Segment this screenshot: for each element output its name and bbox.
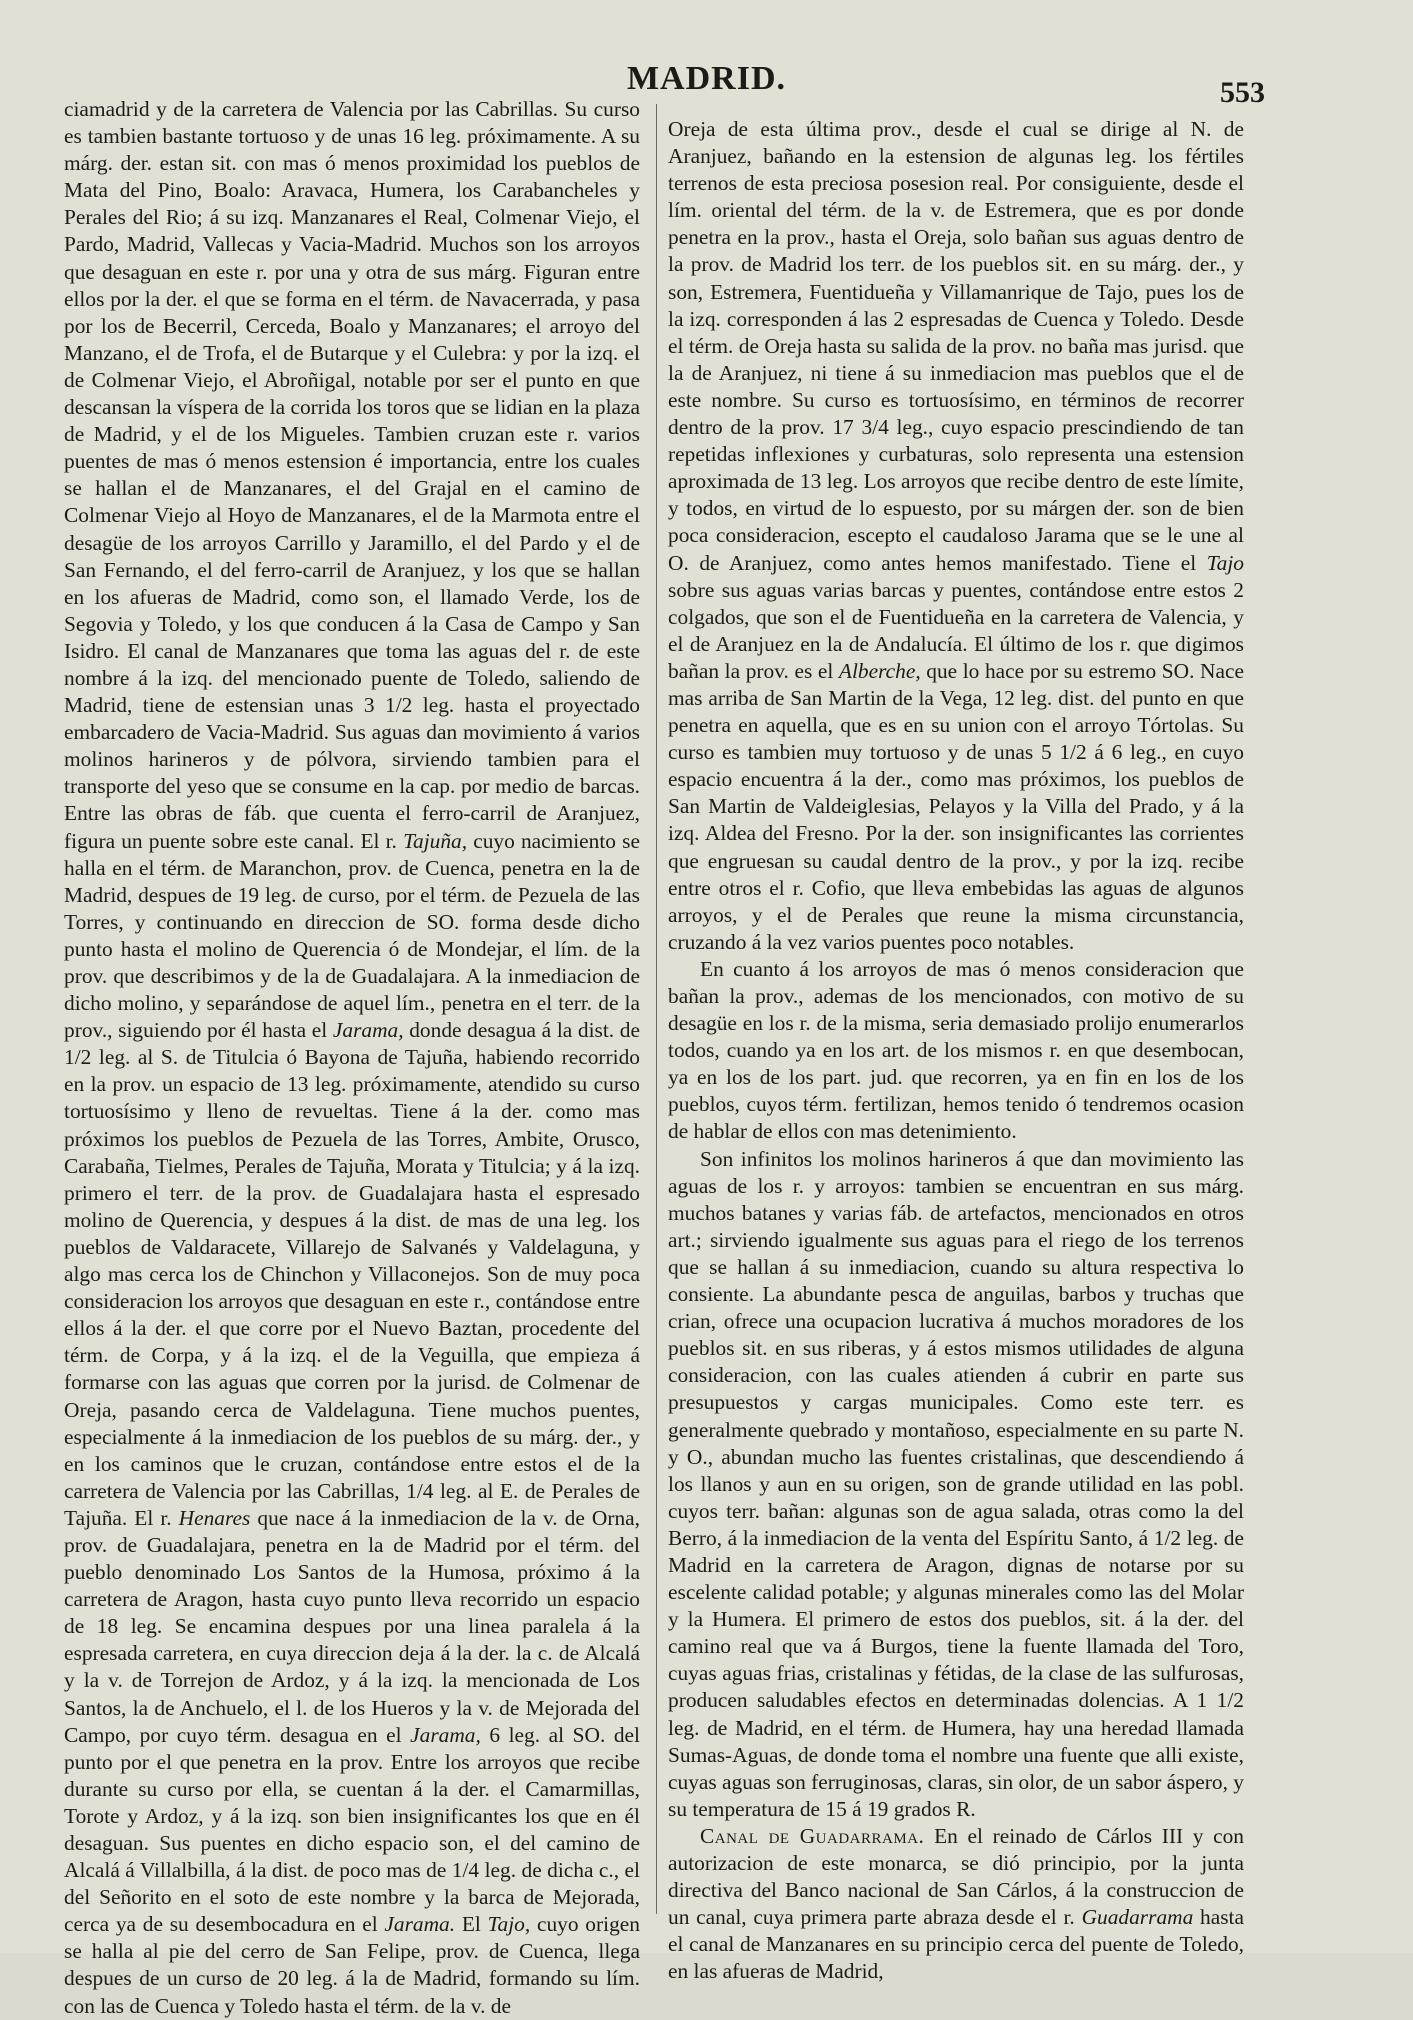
text-run: El [461, 1912, 481, 1937]
paragraph [64, 96, 640, 2020]
section-heading: Canal de Guadarrama. [700, 1823, 925, 1848]
river-name-henares: Henares [178, 1505, 251, 1530]
running-title: MADRID. [626, 60, 787, 97]
river-name-jarama: Jarama. [384, 1912, 456, 1937]
paragraph: Son infinitos los molinos harineros á que dan movimiento las aguas de los r. y arroyos: tambien se encuentran en sus márg. muchos batanes y varias fáb. de artefactos, mencionados en otros art.; sirviendo igualmente sus aguas para el riego de los terrenos que se hallan á su inmediacion, cuando su altura respectiva lo consiente. La abundante pesca de anguilas, barbos y truchas que crian, ofrece una ocupacion lucrativa á muchos moradores de los pueblos sit. en sus riberas, y á estos mismos utilidades de alguna consideracion, con las cuales atienden á cubrir en parte sus presupuestos y cargas municipales. Como este terr. es generalmente quebrado y montañoso, especialmente en su parte N. y O., abundan mucho las fuentes cristalinas, que descendiendo á los llanos y aun en su origen, son de grande utilidad en las pobl. cuyos terr. bañan: algunas son de agua salada, otras como la del Berro, á la inmediacion de la venta del Espíritu Santo, á 1/2 leg. de Madrid en la carretera de Aragon, dignas de notarse por su escelente calidad potable; y algunas minerales como las del Molar y la Humera. El primero de estos dos pueblos, sit. á la der. del camino real que va á Burgos, tiene la fuente llamada del Toro, cuyas aguas frias, cristalinas y fétidas, de la clase de las sulfurosas, producen saludables efectos en determinadas dolencias. A 1 1/2 leg. de Madrid, en el térm. de Humera, hay una heredad llamada Sumas-Aguas, de donde toma el nombre una fuente que alli existe, cuyas aguas son ferruginosas, claras, sin olor, de un sabor áspero, y su temperatura de 15 á 19 grados R. [668, 1146, 1244, 1821]
text-run: cuyo origen se halla al pie del cerro de San Felipe, prov. de Cuenca, llega despues de un curso de 20 leg. á la de Madrid, formando su lím. con las de Cuenca y Toledo hasta el térm. de la v. de [64, 1912, 640, 2018]
column-divider [656, 104, 657, 1914]
text-run: donde desagua á la dist. de 1/2 leg. al S. de Titulcia ó Bayona de Tajuña, habiendo recorrido en la prov. un espacio de 13 leg. próximamente, atendido su curso tortuosísimo y lleno de revueltas. Tiene á la der. como mas próximos los pueblos de Pezuela de las Torres, Ambite, Orusco, Carabaña, Tielmes, Perales de Tajuña, Morata y Titulcia; y á la izq. primero el terr. de la prov. de Guadalajara hasta el espresado molino de Querencia, y despues á la dist. de mas de una leg. los pueblos de Valdaracete, Villarejo de Salvanés y Valdelaguna, y algo mas cerca los de Chinchon y Villaconejos. Son de muy poca consideracion los arroyos que desaguan en este r., contándose entre ellos á la der. el que corre por el Nuevo Baztan, procedente del térm. de Corpa, y á la izq. el de la Veguilla, que empieza á formarse con las aguas que corren por la jurisd. de Colmenar de Oreja, pasando cerca de Valdelaguna. Tiene muchos puentes, especialmente á la inmediacion de los pueblos de su márg. der., y en los caminos que le cruzan, contándose entre estos el de la carretera de Valencia por las Cabrillas, 1/4 leg. al E. de Perales de Tajuña. El r. [64, 1018, 640, 1530]
river-name-alberche: Alberche, [838, 658, 921, 683]
left-column [64, 96, 640, 2018]
text-run: 6 leg. al SO. del punto por el que penetra en la prov. Entre los arroyos que recibe durante su curso por ella, se cuentan á la der. el Camarmillas, Torote y Ardoz, y á la izq. son bien insignificantes los que en él desaguan. Sus puentes en dicho espacio son, el del camino de Alcalá á Villalbilla, á la dist. de poco mas de 1/4 leg. de dicha c., el del Señorito en el soto de este nombre y la barca de Mejorada, cerca ya de su desembocadura en el [64, 1722, 640, 1937]
paragraph: En cuanto á los arroyos de mas ó menos consideracion que bañan la prov., ademas de los mencionados, con motivo de su desagüe en los r. de la misma, seria demasiado prolijo enumerarlos todos, cuando ya en los art. de los mismos r. en que desembocan, ya en los de los part. jud. que recorren, ya en fin en los de los pueblos, cuyos térm. fertilizan, hemos tenido ó tendremos ocasion de hablar de ellos con mas detenimiento. [668, 956, 1244, 1144]
river-name-tajo: Tajo, [487, 1912, 531, 1937]
text-run: sobre sus aguas varias barcas y puentes, contándose entre estos 2 colgados, que son el de Fuentidueña en la carretera de Valencia, y el de Aranjuez en la de Andalucía. El último de los r. que digimos bañan la prov. es el [668, 577, 1244, 683]
river-name-tajo: Tajo [1206, 550, 1244, 575]
text-run: En el reinado de Cárlos III y con autorizacion de este monarca, se dió principio, por la junta directiva del Banco nacional de San Cárlos, á la construccion de un canal, cuya primera parte abraza desde el r. [668, 1823, 1244, 1930]
text-run: hasta el canal de Manzanares en su principio cerca del puente de Toledo, en las afueras de Madrid, [668, 1905, 1244, 1984]
paragraph [668, 116, 1244, 956]
text-run: cuyo nacimiento se halla en el térm. de Maranchon, prov. de Cuenca, penetra en la de Madrid, despues de 19 leg. de curso, por el térm. de Pezuela de las Torres, y continuando en direccion de SO. forma desde dicho punto hasta el molino de Querencia ó de Mondejar, el lím. de la prov. que describimos y de la de Guadalajara. A la inmediacion de dicho molino, y separándose de aquel lím., penetra en el terr. de la prov., siguiendo por él hasta el [64, 828, 640, 1043]
river-name-guadarrama: Guadarrama [1081, 1905, 1194, 1930]
text-run: Oreja de esta última prov., desde el cual se dirige al N. de Aranjuez, bañando en la estension de algunas leg. los fértiles terrenos de esta preciosa posesion real. Por consiguiente, desde el lím. oriental del térm. de la v. de Estremera, que es por donde penetra en la prov., hasta el Oreja, solo bañan sus aguas dentro de la prov. de Madrid los terr. de los pueblos sit. en su márg. der., y son, Estremera, Fuentidueña y Villamanrique de Tajo, pues los de la izq. corresponden á las 2 espresadas de Cuenca y Toledo. Desde el térm. de Oreja hasta su salida de la prov. no baña mas jurisd. que la de Aranjuez, ni tiene á su inmediacion mas pueblos que el de este nombre. Su curso es tortuosísimo, en términos de recorrer dentro de la prov. 17 3/4 leg., cuyo espacio prescindiendo de tan repetidas inflexiones y curbaturas, solo representa una estension aproximada de 13 leg. Los arroyos que recibe dentro de este límite, y todos, en virtud de lo espuesto, por su márgen der. son de bien poca consideracion, escepto el caudaloso Jarama que se le une al O. de Aranjuez, como antes hemos manifestado. Tiene el [668, 117, 1244, 575]
river-name-jarama: Jarama, [332, 1018, 404, 1043]
text-run: que nace á la inmediacion de la v. de Orna, prov. de Guadalajara, penetra en la de Madrid por el térm. del pueblo denominado Los Santos de la Humosa, próximo á la carretera de Aragon, hasta cuyo punto lleva recorrido un espacio de 18 leg. Se encamina despues por una linea paralela á la espresada carretera, en cuya direccion deja á la der. la c. de Alcalá y la v. de Torrejon de Ardoz, y á la izq. la mencionada de Los Santos, la de Anchuelo, el l. de los Hueros y la v. de Mejorada del Campo, por cuyo térm. desagua en el [64, 1505, 640, 1747]
page-number: 553 [1220, 76, 1265, 109]
text-run: ciamadrid y de la carretera de Valencia por las Cabrillas. Su curso es tambien bastante tortuoso y de unas 16 leg. próximamente. A su márg. der. estan sit. con mas ó menos proximidad los pueblos de Mata del Pino, Boalo: Aravaca, Humera, los Carabancheles y Perales del Rio; á su izq. Manzanares el Real, Colmenar Viejo, el Pardo, Madrid, Vallecas y Vacia-Madrid. Muchos son los arroyos que desaguan en este r. por una y otra de sus márg. Figuran entre ellos por la der. el que se forma en el térm. de Navacerrada, y pasa por los de Becerril, Cerceda, Boalo y Manzanares; el arroyo del Manzano, el de Trofa, el de Butarque y el Culebra: y por la izq. el de Colmenar Viejo, el Abroñigal, notable por ser el punto en que descansan la víspera de la corrida los toros que se lidian en la plaza de Madrid, y el de los Migueles. Tambien cruzan este r. varios puentes de mas ó menos estension é importancia, entre los cuales se hallan el de Manzanares, el del Grajal en el camino de Colmenar Viejo al Hoyo de Manzanares, el de la Marmota entre el desagüe de los arroyos Carrillo y Jaramillo, el del Pardo y el de San Fernando, el del ferro-carril de Aranjuez, y los que se hallan en los afueras de Madrid, como son, el llamado Verde, los de Segovia y Toledo, y los que conducen á la Casa de Campo y San Isidro. El canal de Manzanares que toma las aguas del r. de este nombre á la izq. del mencionado puente de Toledo, saliendo de Madrid, tiene de estensian unas 3 1/2 leg. hasta el proyectado embarcadero de Vacia-Madrid. Sus aguas dan movimiento á varios molinos harineros y de pólvora, sirviendo tambien para el transporte del yeso que se consume en la cap. por medio de barcas. Entre las obras de fáb. que cuenta el ferro-carril de Aranjuez, figura un puente sobre este canal. El r. [64, 97, 640, 853]
river-name-jarama: Jarama, [410, 1722, 481, 1747]
text-run: que lo hace por su estremo SO. Nace mas arriba de San Martin de la Vega, 12 leg. dist. del punto en que penetra en aquella, que es en su union con el arroyo Tórtolas. Su curso es tambien muy tortuoso y de unas 5 1/2 á 6 leg., en cuyo espacio encuentra á la der., como mas próximos, los pueblos de San Martin de Valdeiglesias, Pelayos y la Villa del Prado, y á la izq. Aldea del Fresno. Por la der. son insignificantes las corrientes que engruesan su caudal dentro de la prov., y por la izq. recibe entre otros el r. Cofio, que lleva embebidas las aguas de algunos arroyos, y el de Perales que reune la misma circunstancia, cruzando á la vez varios puentes poco notables. [668, 658, 1244, 954]
river-name-tajuna: Tajuña, [403, 828, 468, 853]
paragraph [668, 1823, 1244, 1986]
right-column [668, 116, 1244, 1984]
